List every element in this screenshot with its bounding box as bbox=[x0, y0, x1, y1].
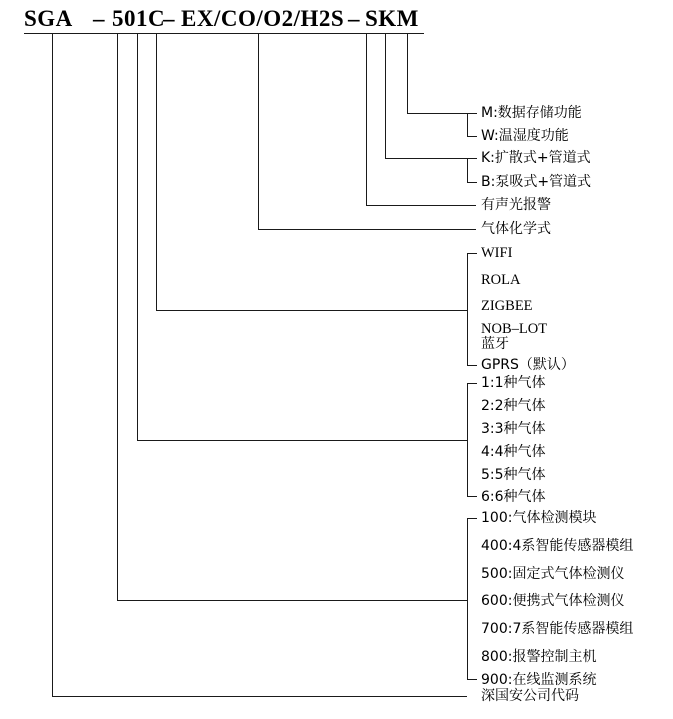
bracket-series bbox=[467, 518, 468, 679]
bracket-comm bbox=[467, 253, 468, 365]
label-gascount-4: 4:4种气体 bbox=[481, 444, 546, 460]
leader-vertical-sga bbox=[52, 33, 53, 696]
tick-series-bottom bbox=[467, 679, 477, 680]
model-code-row bbox=[0, 6, 673, 40]
label-comm-wifi: WIFI bbox=[481, 245, 513, 261]
label-b-pump-pipeline: B:泵吸式+管道式 bbox=[481, 174, 592, 190]
label-series-700: 700:7系智能传感器模组 bbox=[481, 621, 634, 637]
leader-vertical-alarm bbox=[366, 33, 367, 205]
tick-comm-top bbox=[467, 253, 477, 254]
leader-vertical-series bbox=[117, 33, 118, 600]
connector-comm bbox=[156, 310, 467, 311]
tick-series-top bbox=[467, 518, 477, 519]
code-dash-3: – bbox=[348, 6, 360, 31]
connector-mw bbox=[407, 113, 467, 114]
label-gas-chemical-type: 气体化学式 bbox=[481, 221, 551, 237]
leader-vertical-comm bbox=[156, 33, 157, 310]
code-dash-1: – bbox=[93, 6, 105, 31]
label-m-storage: M:数据存储功能 bbox=[481, 105, 582, 121]
tick-gascount-bottom bbox=[467, 496, 477, 497]
label-gascount-6: 6:6种气体 bbox=[481, 489, 546, 505]
label-comm-rola: ROLA bbox=[481, 272, 521, 288]
tick-k bbox=[467, 158, 477, 159]
code-segment-sga: SGA bbox=[24, 6, 73, 31]
connector-gas-chem bbox=[258, 229, 476, 230]
leader-vertical-kb bbox=[385, 33, 386, 158]
connector-kb bbox=[385, 158, 467, 159]
connector-gascount bbox=[137, 440, 467, 441]
label-series-400: 400:4系智能传感器模组 bbox=[481, 538, 634, 554]
leader-vertical-mw bbox=[407, 33, 408, 113]
code-dash-2: – bbox=[163, 6, 175, 31]
label-alarm: 有声光报警 bbox=[481, 197, 551, 213]
label-k-diffusion-pipeline: K:扩散式+管道式 bbox=[481, 150, 591, 166]
code-segment-gases: EX/CO/O2/H2S bbox=[181, 6, 345, 31]
tick-b bbox=[467, 182, 477, 183]
leader-vertical-gascount bbox=[137, 33, 138, 440]
label-company-code: 深国安公司代码 bbox=[481, 688, 579, 704]
label-comm-nb-iot: NOB–LOT bbox=[481, 321, 548, 337]
code-underline bbox=[24, 33, 424, 34]
label-series-600: 600:便携式气体检测仪 bbox=[481, 593, 625, 609]
label-comm-zigbee: ZIGBEE bbox=[481, 298, 533, 314]
label-gascount-2: 2:2种气体 bbox=[481, 398, 546, 414]
label-comm-bluetooth: 蓝牙 bbox=[481, 336, 509, 352]
code-segment-skm: SKM bbox=[365, 6, 419, 31]
tick-w bbox=[467, 136, 477, 137]
label-gascount-1: 1:1种气体 bbox=[481, 375, 546, 391]
label-comm-gprs: GPRS（默认） bbox=[481, 357, 575, 373]
connector-company bbox=[52, 696, 467, 697]
leader-vertical-gas-chem bbox=[258, 33, 259, 229]
label-series-800: 800:报警控制主机 bbox=[481, 649, 597, 665]
tick-gascount-top bbox=[467, 383, 477, 384]
bracket-mw bbox=[467, 113, 468, 136]
label-series-500: 500:固定式气体检测仪 bbox=[481, 566, 625, 582]
label-series-100: 100:气体检测模块 bbox=[481, 510, 597, 526]
tick-m bbox=[467, 113, 477, 114]
label-w-temp-humidity: W:温湿度功能 bbox=[481, 128, 569, 144]
tick-comm-bottom bbox=[467, 365, 477, 366]
code-segment-501c: 501C bbox=[112, 6, 166, 31]
label-gascount-3: 3:3种气体 bbox=[481, 421, 546, 437]
connector-alarm bbox=[366, 205, 476, 206]
bracket-kb bbox=[467, 158, 468, 182]
label-series-900: 900:在线监测系统 bbox=[481, 672, 597, 688]
connector-series bbox=[117, 600, 467, 601]
bracket-gascount bbox=[467, 383, 468, 496]
label-gascount-5: 5:5种气体 bbox=[481, 467, 546, 483]
